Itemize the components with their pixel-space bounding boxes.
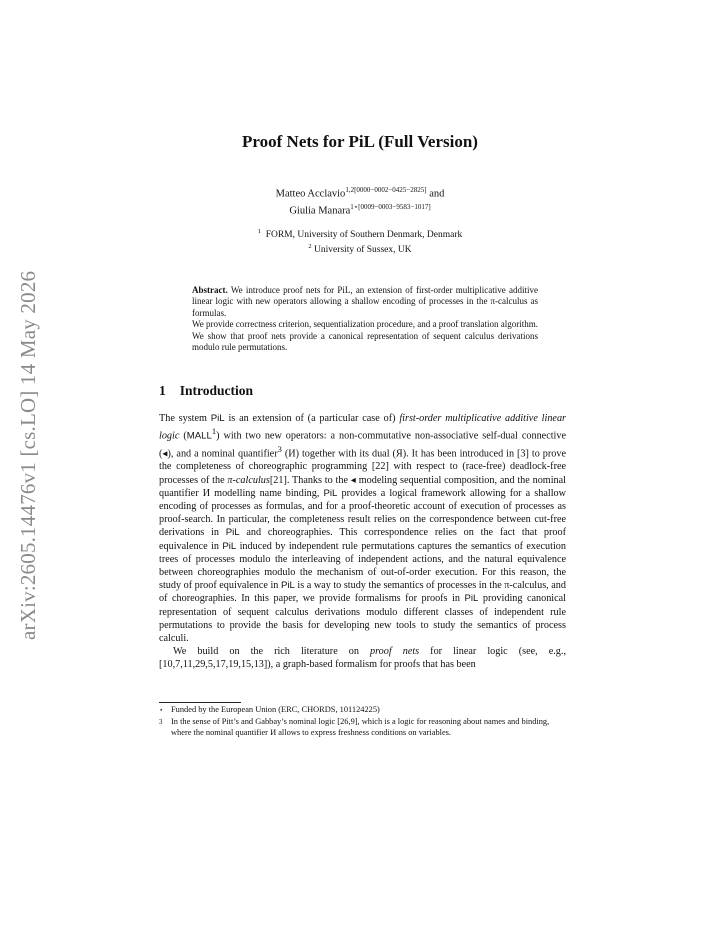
text-run: induced by independent rule permutations captures the semantics of execution trees of processes modulo the interleaving of independent actions, and the natural equivalence between choreographies modulo the mechanism of out-of-order execution. For this reason, the study of proof equivalence in [159,540,566,592]
affiliation-line [0,226,720,241]
author-separator: and [426,188,445,200]
section-heading [159,383,253,399]
author-name: Giulia Manara [289,205,351,216]
affiliation-line [0,241,720,256]
footnote-text: Funded by the European Union (ERC, CHORDS, 101124225) [171,705,380,714]
footnote [159,705,566,716]
footnote-mark: ⋆ [159,706,164,714]
body-paragraph [159,645,566,671]
abstract-text: We provide correctness criterion, sequentialization procedure, and a proof translation algorithm. We show that proof nets provide a canonical representation of sequent calculus derivations modulo rule permutations. [192,319,538,353]
abstract [192,285,538,353]
text-run: providing canonical representation of sequent calculus derivations modulo different classes of independent rule permutations to provide the basis for developing new tools to study the semantics of process calculi. [159,593,566,645]
affiliation-text: University of Sussex, UK [313,245,412,256]
system-name: PiL [222,540,237,552]
affiliation-mark: 2 [308,243,312,251]
affiliation-block [0,226,720,256]
text-run: provides a logical framework allowing for a shallow encoding of processes as formulas, and for a proof-theoretic account of execution of processes as proof-search. In particular, the completeness result relies on the correspondence between cut-free derivations in [159,487,566,539]
system-name: PiL [280,580,295,592]
author-marks: 1⋆[0009−0003−9583−1017] [350,202,431,211]
footnote-mark: 3 [159,717,163,726]
text-run: for linear logic (see, e.g., [10,7,11,29,5,17,19,15,13]), a graph-based formalism for proofs that has been [159,646,566,671]
arxiv-identifier-stamp: arXiv:2605.14476v1 [cs.LO] 14 May 2026 [16,270,40,640]
system-name: MALL [186,430,212,442]
abstract-text: We introduce proof nets for PiL, an extension of first-order multiplicative additive linear logic with new operators allowing a shallow encoding of processes in the π-calculus as formulas. [192,285,538,318]
section-number: 1 [159,383,166,398]
system-name: PiL [323,487,338,499]
system-name: PiL [464,593,479,605]
introduction-body [159,412,566,672]
footnote-ref: 1 [211,426,217,437]
text-run: [21]. Thanks to the ◂ modeling sequential composition, and the nominal quantifier И modelling name binding, [159,474,566,499]
author-line [0,184,720,201]
emphasis: π-calculus [227,474,270,486]
section-title: Introduction [179,383,254,398]
text-run: ) with two new operators: a non-commutative non-associative self-dual connective (◂), and a nominal quantifier [159,430,566,460]
text-run: ( [179,430,187,442]
text-run: is an extension of (a particular case of) [224,413,400,424]
author-marks: 1,2[0000−0002−0425−2825] [345,186,427,194]
author-block [0,184,720,217]
footnote-rule [159,702,241,703]
author-line [0,201,720,218]
abstract-label: Abstract. [192,285,228,295]
abstract-paragraph [192,319,538,353]
text-run: and choreographies. This correspondence relies on the fact that proof equivalence in [159,527,566,552]
system-name: PiL [225,527,240,539]
author-name: Matteo Acclavio [275,188,346,200]
text-run: (И) together with its dual (Я). It has been introduced in [3] to prove the completeness of choreographic programming [22] with respect to (race-free) deadlock-free processes of the [159,448,566,486]
footnote-ref: 3 [277,443,282,454]
text-run: is a way to study the semantics of processes in the π-calculus, and of choreographies. In this paper, we provide formalisms for proofs in [159,580,566,605]
emphasis: proof nets [369,646,420,658]
body-paragraph [159,412,566,645]
footnote [159,717,566,739]
affiliation-text: FORM, University of Southern Denmark, Denmark [265,230,463,241]
emphasis: first-order multiplicative additive linear logic [159,413,567,442]
text-run: We build on the rich literature on [173,646,370,658]
affiliation-mark: 1 [257,228,261,235]
footnote-text: In the sense of Pitt’s and Gabbay’s nominal logic [26,9], which is a logic for reasoning about names and binding, where the nominal quantifier И allows to express freshness conditions on variables. [171,716,550,737]
system-name: PiL [210,413,225,424]
paper-title: Proof Nets for PiL (Full Version) [242,132,478,151]
text-run: The system [159,413,211,424]
footnotes [159,705,566,739]
abstract-paragraph [192,285,538,319]
